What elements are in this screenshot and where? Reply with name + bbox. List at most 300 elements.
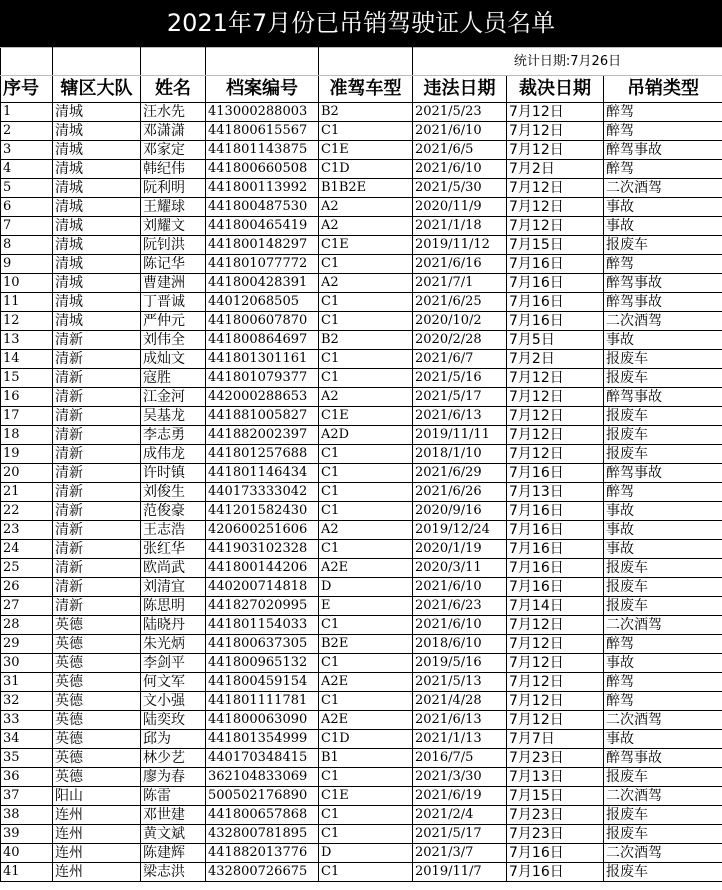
- cell-violation-date[interactable]: 2021/6/5: [413, 141, 507, 160]
- cell-brigade[interactable]: 清新: [53, 445, 141, 464]
- cell-brigade[interactable]: 英德: [53, 635, 141, 654]
- cell-name[interactable]: 陆奕玫: [141, 711, 206, 730]
- cell-file-no[interactable]: 441800063090: [206, 711, 319, 730]
- cell-name[interactable]: 王耀球: [141, 198, 206, 217]
- cell-violation-date[interactable]: 2020/10/2: [413, 312, 507, 331]
- cell-revocation-type[interactable]: 醉驾: [604, 160, 722, 179]
- cell-violation-date[interactable]: 2019/12/24: [413, 521, 507, 540]
- cell-file-no[interactable]: 441903102328: [206, 540, 319, 559]
- cell-brigade[interactable]: 连州: [53, 863, 141, 882]
- cell-ruling-date[interactable]: 7月12日: [507, 407, 604, 426]
- cell-violation-date[interactable]: 2019/11/11: [413, 426, 507, 445]
- cell-license-class[interactable]: C1: [319, 122, 413, 141]
- cell-ruling-date[interactable]: 7月13日: [507, 483, 604, 502]
- cell-revocation-type[interactable]: 二次酒驾: [604, 312, 722, 331]
- cell-ruling-date[interactable]: 7月16日: [507, 464, 604, 483]
- cell-file-no[interactable]: 442000288653: [206, 388, 319, 407]
- cell-ruling-date[interactable]: 7月12日: [507, 103, 604, 122]
- cell-ruling-date[interactable]: 7月12日: [507, 711, 604, 730]
- cell-file-no[interactable]: 441882002397: [206, 426, 319, 445]
- cell-brigade[interactable]: 清新: [53, 578, 141, 597]
- cell-seq[interactable]: 41: [1, 863, 53, 882]
- cell-name[interactable]: 王志浩: [141, 521, 206, 540]
- cell-brigade[interactable]: 连州: [53, 825, 141, 844]
- cell-license-class[interactable]: C1E: [319, 787, 413, 806]
- cell-name[interactable]: 成灿文: [141, 350, 206, 369]
- cell-violation-date[interactable]: 2021/6/10: [413, 616, 507, 635]
- cell-file-no[interactable]: 441800148297: [206, 236, 319, 255]
- cell-ruling-date[interactable]: 7月13日: [507, 768, 604, 787]
- cell-revocation-type[interactable]: 醉驾事故: [604, 749, 722, 768]
- cell-license-class[interactable]: C1E: [319, 236, 413, 255]
- cell-brigade[interactable]: 清新: [53, 559, 141, 578]
- cell-ruling-date[interactable]: 7月23日: [507, 825, 604, 844]
- cell-seq[interactable]: 27: [1, 597, 53, 616]
- cell-file-no[interactable]: 420600251606: [206, 521, 319, 540]
- cell-name[interactable]: 刘耀文: [141, 217, 206, 236]
- cell-brigade[interactable]: 清新: [53, 540, 141, 559]
- cell-seq[interactable]: 40: [1, 844, 53, 863]
- cell-name[interactable]: 李剑平: [141, 654, 206, 673]
- cell-file-no[interactable]: 441801154033: [206, 616, 319, 635]
- header-revocation-type[interactable]: 吊销类型: [604, 76, 722, 103]
- cell-revocation-type[interactable]: 报废车: [604, 236, 722, 255]
- cell-license-class[interactable]: C1D: [319, 730, 413, 749]
- cell-revocation-type[interactable]: 醉驾事故: [604, 293, 722, 312]
- cell-revocation-type[interactable]: 醉驾事故: [604, 388, 722, 407]
- cell-name[interactable]: 寇胜: [141, 369, 206, 388]
- cell-license-class[interactable]: A2E: [319, 711, 413, 730]
- cell-file-no[interactable]: 441800657868: [206, 806, 319, 825]
- cell-name[interactable]: 欧尚武: [141, 559, 206, 578]
- cell-brigade[interactable]: 连州: [53, 806, 141, 825]
- cell-seq[interactable]: 10: [1, 274, 53, 293]
- cell-brigade[interactable]: 清城: [53, 198, 141, 217]
- cell-ruling-date[interactable]: 7月14日: [507, 597, 604, 616]
- cell-seq[interactable]: 32: [1, 692, 53, 711]
- cell-file-no[interactable]: 441201582430: [206, 502, 319, 521]
- cell-ruling-date[interactable]: 7月12日: [507, 673, 604, 692]
- cell-brigade[interactable]: 清城: [53, 293, 141, 312]
- cell-seq[interactable]: 18: [1, 426, 53, 445]
- cell-brigade[interactable]: 英德: [53, 749, 141, 768]
- cell-revocation-type[interactable]: 报废车: [604, 825, 722, 844]
- cell-license-class[interactable]: A2: [319, 198, 413, 217]
- cell-ruling-date[interactable]: 7月15日: [507, 787, 604, 806]
- empty-cell[interactable]: [53, 48, 141, 76]
- cell-brigade[interactable]: 清新: [53, 521, 141, 540]
- cell-brigade[interactable]: 清新: [53, 407, 141, 426]
- cell-license-class[interactable]: C1: [319, 863, 413, 882]
- cell-seq[interactable]: 1: [1, 103, 53, 122]
- header-license-class[interactable]: 准驾车型: [319, 76, 413, 103]
- cell-ruling-date[interactable]: 7月12日: [507, 179, 604, 198]
- cell-brigade[interactable]: 清新: [53, 464, 141, 483]
- cell-violation-date[interactable]: 2020/9/16: [413, 502, 507, 521]
- cell-revocation-type[interactable]: 二次酒驾: [604, 616, 722, 635]
- cell-revocation-type[interactable]: 二次酒驾: [604, 844, 722, 863]
- cell-brigade[interactable]: 清新: [53, 597, 141, 616]
- cell-violation-date[interactable]: 2021/6/10: [413, 122, 507, 141]
- cell-file-no[interactable]: 441801146434: [206, 464, 319, 483]
- cell-brigade[interactable]: 清新: [53, 331, 141, 350]
- cell-license-class[interactable]: A2: [319, 274, 413, 293]
- cell-violation-date[interactable]: 2021/5/13: [413, 673, 507, 692]
- cell-ruling-date[interactable]: 7月12日: [507, 141, 604, 160]
- cell-revocation-type[interactable]: 醉驾事故: [604, 464, 722, 483]
- cell-violation-date[interactable]: 2021/6/13: [413, 711, 507, 730]
- cell-license-class[interactable]: E: [319, 597, 413, 616]
- cell-violation-date[interactable]: 2021/6/7: [413, 350, 507, 369]
- cell-file-no[interactable]: 441801354999: [206, 730, 319, 749]
- cell-ruling-date[interactable]: 7月12日: [507, 616, 604, 635]
- cell-seq[interactable]: 5: [1, 179, 53, 198]
- cell-violation-date[interactable]: 2020/2/28: [413, 331, 507, 350]
- cell-ruling-date[interactable]: 7月2日: [507, 350, 604, 369]
- cell-name[interactable]: 刘俊生: [141, 483, 206, 502]
- cell-brigade[interactable]: 清新: [53, 426, 141, 445]
- cell-name[interactable]: 阮利明: [141, 179, 206, 198]
- cell-name[interactable]: 范俊豪: [141, 502, 206, 521]
- cell-seq[interactable]: 8: [1, 236, 53, 255]
- cell-license-class[interactable]: A2: [319, 521, 413, 540]
- cell-brigade[interactable]: 清城: [53, 179, 141, 198]
- stat-date[interactable]: 统计日期:7月26日: [413, 48, 722, 76]
- cell-brigade[interactable]: 英德: [53, 768, 141, 787]
- cell-violation-date[interactable]: 2019/11/7: [413, 863, 507, 882]
- cell-name[interactable]: 邱为: [141, 730, 206, 749]
- cell-ruling-date[interactable]: 7月12日: [507, 426, 604, 445]
- cell-license-class[interactable]: C1: [319, 654, 413, 673]
- header-violation-date[interactable]: 违法日期: [413, 76, 507, 103]
- cell-name[interactable]: 梁志洪: [141, 863, 206, 882]
- cell-seq[interactable]: 29: [1, 635, 53, 654]
- cell-license-class[interactable]: C1: [319, 369, 413, 388]
- cell-name[interactable]: 成伟龙: [141, 445, 206, 464]
- cell-violation-date[interactable]: 2021/6/10: [413, 578, 507, 597]
- cell-file-no[interactable]: 441881005827: [206, 407, 319, 426]
- cell-revocation-type[interactable]: 事故: [604, 198, 722, 217]
- cell-seq[interactable]: 14: [1, 350, 53, 369]
- cell-ruling-date[interactable]: 7月12日: [507, 369, 604, 388]
- cell-ruling-date[interactable]: 7月12日: [507, 388, 604, 407]
- cell-revocation-type[interactable]: 报废车: [604, 369, 722, 388]
- cell-brigade[interactable]: 英德: [53, 730, 141, 749]
- cell-violation-date[interactable]: 2021/5/30: [413, 179, 507, 198]
- cell-violation-date[interactable]: 2021/3/30: [413, 768, 507, 787]
- header-file-no[interactable]: 档案编号: [206, 76, 319, 103]
- cell-violation-date[interactable]: 2021/2/4: [413, 806, 507, 825]
- header-name[interactable]: 姓名: [141, 76, 206, 103]
- cell-license-class[interactable]: C1: [319, 825, 413, 844]
- cell-brigade[interactable]: 英德: [53, 673, 141, 692]
- cell-seq[interactable]: 31: [1, 673, 53, 692]
- cell-brigade[interactable]: 清城: [53, 160, 141, 179]
- cell-seq[interactable]: 35: [1, 749, 53, 768]
- cell-file-no[interactable]: 441827020995: [206, 597, 319, 616]
- cell-seq[interactable]: 36: [1, 768, 53, 787]
- cell-brigade[interactable]: 英德: [53, 616, 141, 635]
- cell-seq[interactable]: 6: [1, 198, 53, 217]
- cell-file-no[interactable]: 441800428391: [206, 274, 319, 293]
- cell-brigade[interactable]: 清新: [53, 483, 141, 502]
- cell-ruling-date[interactable]: 7月12日: [507, 692, 604, 711]
- cell-file-no[interactable]: 440200714818: [206, 578, 319, 597]
- cell-ruling-date[interactable]: 7月23日: [507, 806, 604, 825]
- cell-license-class[interactable]: B1: [319, 749, 413, 768]
- cell-brigade[interactable]: 清城: [53, 141, 141, 160]
- cell-ruling-date[interactable]: 7月12日: [507, 654, 604, 673]
- cell-brigade[interactable]: 清城: [53, 122, 141, 141]
- cell-name[interactable]: 许时镇: [141, 464, 206, 483]
- cell-ruling-date[interactable]: 7月16日: [507, 844, 604, 863]
- cell-name[interactable]: 陈记华: [141, 255, 206, 274]
- cell-seq[interactable]: 16: [1, 388, 53, 407]
- cell-violation-date[interactable]: 2019/11/12: [413, 236, 507, 255]
- cell-license-class[interactable]: C1: [319, 293, 413, 312]
- cell-file-no[interactable]: 441801077772: [206, 255, 319, 274]
- cell-file-no[interactable]: 413000288003: [206, 103, 319, 122]
- cell-file-no[interactable]: 441800615567: [206, 122, 319, 141]
- cell-violation-date[interactable]: 2016/7/5: [413, 749, 507, 768]
- cell-brigade[interactable]: 英德: [53, 711, 141, 730]
- header-brigade[interactable]: 辖区大队: [53, 76, 141, 103]
- cell-ruling-date[interactable]: 7月16日: [507, 540, 604, 559]
- cell-name[interactable]: 张红华: [141, 540, 206, 559]
- empty-cell[interactable]: [141, 48, 206, 76]
- cell-license-class[interactable]: C1: [319, 350, 413, 369]
- cell-name[interactable]: 朱光炳: [141, 635, 206, 654]
- cell-license-class[interactable]: C1: [319, 502, 413, 521]
- cell-license-class[interactable]: D: [319, 844, 413, 863]
- cell-ruling-date[interactable]: 7月16日: [507, 293, 604, 312]
- cell-revocation-type[interactable]: 二次酒驾: [604, 787, 722, 806]
- cell-ruling-date[interactable]: 7月16日: [507, 863, 604, 882]
- cell-revocation-type[interactable]: 二次酒驾: [604, 179, 722, 198]
- cell-file-no[interactable]: 432800726675: [206, 863, 319, 882]
- cell-seq[interactable]: 9: [1, 255, 53, 274]
- cell-ruling-date[interactable]: 7月16日: [507, 312, 604, 331]
- cell-file-no[interactable]: 441800965132: [206, 654, 319, 673]
- cell-name[interactable]: 江金河: [141, 388, 206, 407]
- cell-name[interactable]: 邓潇潇: [141, 122, 206, 141]
- cell-seq[interactable]: 23: [1, 521, 53, 540]
- cell-revocation-type[interactable]: 报废车: [604, 863, 722, 882]
- cell-brigade[interactable]: 清新: [53, 502, 141, 521]
- header-seq[interactable]: 序号: [1, 76, 53, 103]
- cell-violation-date[interactable]: 2021/6/25: [413, 293, 507, 312]
- cell-license-class[interactable]: C1: [319, 806, 413, 825]
- cell-revocation-type[interactable]: 醉驾: [604, 483, 722, 502]
- cell-seq[interactable]: 13: [1, 331, 53, 350]
- cell-violation-date[interactable]: 2021/6/23: [413, 597, 507, 616]
- cell-file-no[interactable]: 441801111781: [206, 692, 319, 711]
- cell-license-class[interactable]: C1D: [319, 160, 413, 179]
- cell-seq[interactable]: 22: [1, 502, 53, 521]
- cell-seq[interactable]: 21: [1, 483, 53, 502]
- cell-file-no[interactable]: 362104833069: [206, 768, 319, 787]
- cell-name[interactable]: 邓世建: [141, 806, 206, 825]
- cell-name[interactable]: 陈雷: [141, 787, 206, 806]
- cell-file-no[interactable]: 432800781895: [206, 825, 319, 844]
- cell-name[interactable]: 韩纪伟: [141, 160, 206, 179]
- cell-brigade[interactable]: 清城: [53, 255, 141, 274]
- cell-violation-date[interactable]: 2020/11/9: [413, 198, 507, 217]
- cell-name[interactable]: 曹建洲: [141, 274, 206, 293]
- cell-name[interactable]: 廖为春: [141, 768, 206, 787]
- cell-brigade[interactable]: 阳山: [53, 787, 141, 806]
- cell-revocation-type[interactable]: 事故: [604, 502, 722, 521]
- cell-revocation-type[interactable]: 报废车: [604, 445, 722, 464]
- cell-name[interactable]: 刘清宜: [141, 578, 206, 597]
- cell-file-no[interactable]: 441800465419: [206, 217, 319, 236]
- cell-revocation-type[interactable]: 醉驾事故: [604, 141, 722, 160]
- cell-revocation-type[interactable]: 报废车: [604, 768, 722, 787]
- cell-file-no[interactable]: 44012068505: [206, 293, 319, 312]
- cell-violation-date[interactable]: 2021/6/29: [413, 464, 507, 483]
- cell-name[interactable]: 何文军: [141, 673, 206, 692]
- cell-license-class[interactable]: C1: [319, 540, 413, 559]
- cell-brigade[interactable]: 清新: [53, 369, 141, 388]
- cell-ruling-date[interactable]: 7月12日: [507, 635, 604, 654]
- cell-license-class[interactable]: A2E: [319, 559, 413, 578]
- cell-revocation-type[interactable]: 醉驾: [604, 255, 722, 274]
- cell-ruling-date[interactable]: 7月12日: [507, 122, 604, 141]
- cell-ruling-date[interactable]: 7月16日: [507, 559, 604, 578]
- cell-name[interactable]: 刘伟全: [141, 331, 206, 350]
- cell-name[interactable]: 丁晋诚: [141, 293, 206, 312]
- cell-file-no[interactable]: 440173333042: [206, 483, 319, 502]
- cell-revocation-type[interactable]: 报废车: [604, 806, 722, 825]
- cell-license-class[interactable]: C1: [319, 312, 413, 331]
- cell-ruling-date[interactable]: 7月16日: [507, 274, 604, 293]
- cell-revocation-type[interactable]: 事故: [604, 521, 722, 540]
- cell-ruling-date[interactable]: 7月12日: [507, 198, 604, 217]
- cell-revocation-type[interactable]: 醉驾: [604, 673, 722, 692]
- cell-seq[interactable]: 7: [1, 217, 53, 236]
- cell-license-class[interactable]: A2E: [319, 673, 413, 692]
- cell-seq[interactable]: 15: [1, 369, 53, 388]
- cell-revocation-type[interactable]: 二次酒驾: [604, 711, 722, 730]
- cell-license-class[interactable]: C1: [319, 768, 413, 787]
- cell-revocation-type[interactable]: 报废车: [604, 597, 722, 616]
- cell-seq[interactable]: 28: [1, 616, 53, 635]
- cell-name[interactable]: 文小强: [141, 692, 206, 711]
- empty-cell[interactable]: [1, 48, 53, 76]
- cell-file-no[interactable]: 500502176890: [206, 787, 319, 806]
- cell-name[interactable]: 吴基龙: [141, 407, 206, 426]
- cell-brigade[interactable]: 清城: [53, 312, 141, 331]
- cell-seq[interactable]: 20: [1, 464, 53, 483]
- cell-name[interactable]: 陈建辉: [141, 844, 206, 863]
- cell-revocation-type[interactable]: 事故: [604, 654, 722, 673]
- cell-name[interactable]: 林少艺: [141, 749, 206, 768]
- cell-violation-date[interactable]: 2021/6/26: [413, 483, 507, 502]
- cell-license-class[interactable]: A2D: [319, 426, 413, 445]
- cell-ruling-date[interactable]: 7月15日: [507, 236, 604, 255]
- cell-ruling-date[interactable]: 7月2日: [507, 160, 604, 179]
- cell-revocation-type[interactable]: 醉驾: [604, 635, 722, 654]
- cell-name[interactable]: 黄文斌: [141, 825, 206, 844]
- cell-brigade[interactable]: 清城: [53, 217, 141, 236]
- cell-ruling-date[interactable]: 7月16日: [507, 502, 604, 521]
- cell-violation-date[interactable]: 2021/5/17: [413, 825, 507, 844]
- cell-file-no[interactable]: 441801143875: [206, 141, 319, 160]
- cell-seq[interactable]: 11: [1, 293, 53, 312]
- cell-name[interactable]: 邓家定: [141, 141, 206, 160]
- cell-license-class[interactable]: C1: [319, 445, 413, 464]
- cell-brigade[interactable]: 清城: [53, 103, 141, 122]
- cell-file-no[interactable]: 441801079377: [206, 369, 319, 388]
- cell-brigade[interactable]: 连州: [53, 844, 141, 863]
- cell-license-class[interactable]: A2: [319, 217, 413, 236]
- cell-name[interactable]: 汪水先: [141, 103, 206, 122]
- empty-cell[interactable]: [206, 48, 319, 76]
- cell-violation-date[interactable]: 2020/3/11: [413, 559, 507, 578]
- cell-violation-date[interactable]: 2021/6/13: [413, 407, 507, 426]
- cell-ruling-date[interactable]: 7月12日: [507, 445, 604, 464]
- cell-seq[interactable]: 12: [1, 312, 53, 331]
- cell-file-no[interactable]: 441800144206: [206, 559, 319, 578]
- cell-license-class[interactable]: B2: [319, 331, 413, 350]
- cell-ruling-date[interactable]: 7月5日: [507, 331, 604, 350]
- cell-violation-date[interactable]: 2021/6/16: [413, 255, 507, 274]
- cell-license-class[interactable]: B1B2E: [319, 179, 413, 198]
- cell-file-no[interactable]: 441800864697: [206, 331, 319, 350]
- cell-violation-date[interactable]: 2020/1/19: [413, 540, 507, 559]
- cell-name[interactable]: 陈思明: [141, 597, 206, 616]
- cell-ruling-date[interactable]: 7月16日: [507, 578, 604, 597]
- cell-ruling-date[interactable]: 7月7日: [507, 730, 604, 749]
- cell-revocation-type[interactable]: 事故: [604, 540, 722, 559]
- cell-violation-date[interactable]: 2019/5/16: [413, 654, 507, 673]
- cell-violation-date[interactable]: 2021/6/19: [413, 787, 507, 806]
- cell-seq[interactable]: 34: [1, 730, 53, 749]
- cell-seq[interactable]: 38: [1, 806, 53, 825]
- cell-name[interactable]: 李志勇: [141, 426, 206, 445]
- cell-revocation-type[interactable]: 报废车: [604, 578, 722, 597]
- cell-license-class[interactable]: C1E: [319, 141, 413, 160]
- cell-seq[interactable]: 30: [1, 654, 53, 673]
- cell-revocation-type[interactable]: 报废车: [604, 559, 722, 578]
- cell-license-class[interactable]: C1: [319, 464, 413, 483]
- cell-brigade[interactable]: 清城: [53, 236, 141, 255]
- cell-violation-date[interactable]: 2021/7/1: [413, 274, 507, 293]
- cell-revocation-type[interactable]: 报废车: [604, 426, 722, 445]
- cell-license-class[interactable]: B2: [319, 103, 413, 122]
- cell-revocation-type[interactable]: 醉驾: [604, 122, 722, 141]
- cell-violation-date[interactable]: 2021/1/13: [413, 730, 507, 749]
- cell-violation-date[interactable]: 2021/5/16: [413, 369, 507, 388]
- cell-file-no[interactable]: 440170348415: [206, 749, 319, 768]
- cell-file-no[interactable]: 441800637305: [206, 635, 319, 654]
- cell-license-class[interactable]: C1: [319, 255, 413, 274]
- cell-license-class[interactable]: C1: [319, 692, 413, 711]
- cell-violation-date[interactable]: 2021/5/17: [413, 388, 507, 407]
- cell-revocation-type[interactable]: 事故: [604, 217, 722, 236]
- cell-seq[interactable]: 4: [1, 160, 53, 179]
- cell-license-class[interactable]: A2: [319, 388, 413, 407]
- cell-seq[interactable]: 17: [1, 407, 53, 426]
- cell-revocation-type[interactable]: 醉驾: [604, 103, 722, 122]
- cell-violation-date[interactable]: 2021/1/18: [413, 217, 507, 236]
- cell-brigade[interactable]: 英德: [53, 654, 141, 673]
- cell-seq[interactable]: 2: [1, 122, 53, 141]
- cell-violation-date[interactable]: 2021/5/23: [413, 103, 507, 122]
- cell-seq[interactable]: 33: [1, 711, 53, 730]
- cell-file-no[interactable]: 441800113992: [206, 179, 319, 198]
- cell-license-class[interactable]: D: [319, 578, 413, 597]
